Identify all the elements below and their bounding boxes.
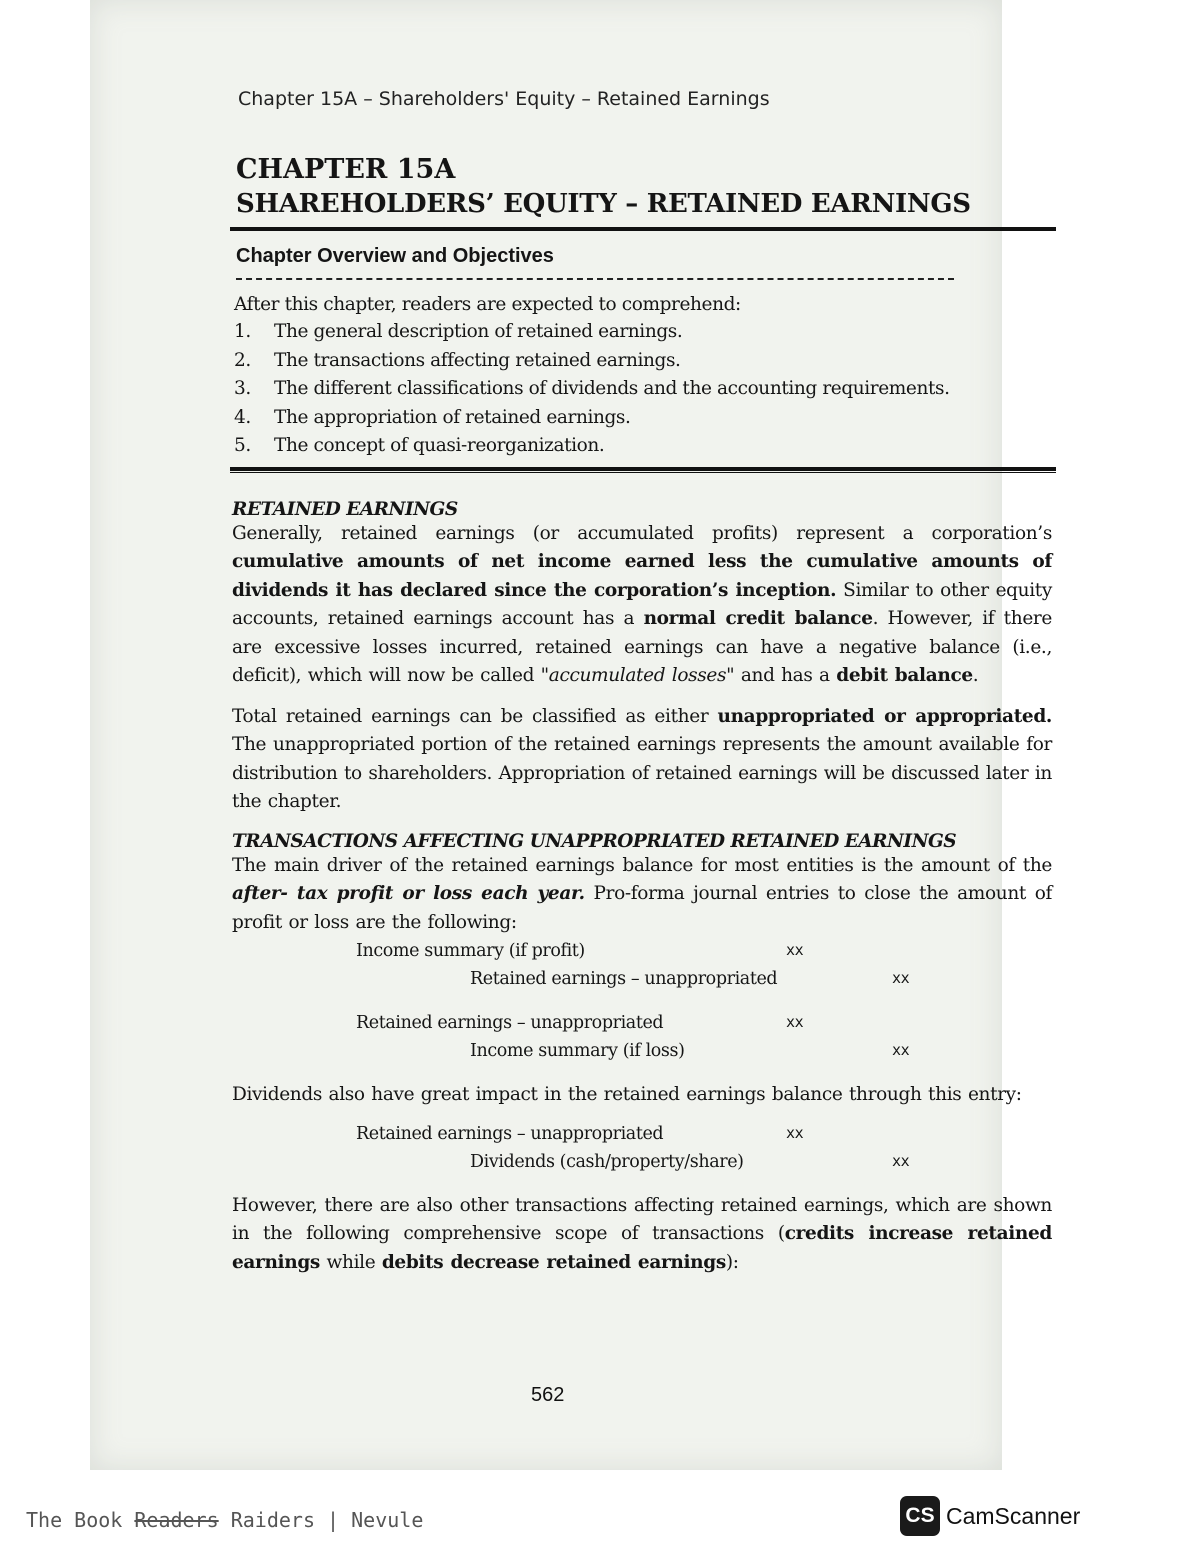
list-item: 4. The appropriation of retained earnings.: [234, 406, 631, 428]
camscanner-logo-icon: CS: [900, 1496, 940, 1536]
paragraph-classification: Total retained earnings can be classified as either unappropriated or appropriated. The unappropriated portion of the retained earnings represents the amount available for distribution to shareholders. Appropriation of retained earnings will be discussed later in the chapter.: [232, 705, 1052, 812]
running-header: Chapter 15A – Shareholders' Equity – Retained Earnings: [238, 88, 770, 110]
overview-bottom-rule: [230, 467, 1056, 473]
section-heading-transactions: TRANSACTIONS AFFECTING UNAPPROPRIATED RETAINED EARNINGS: [232, 830, 957, 852]
list-item: 5. The concept of quasi-reorganization.: [234, 435, 605, 456]
journal-line: Retained earnings – unappropriated xx: [356, 1123, 804, 1144]
scanned-page: [90, 0, 1053, 1470]
journal-line: Income summary (if profit) xx: [356, 941, 804, 961]
overview-intro: After this chapter, readers are expected to comprehend:: [234, 294, 741, 315]
camscanner-watermark: [900, 1496, 1080, 1536]
paragraph-retained-earnings-definition: Generally, retained earnings (or accumulated profits) represent a corporation’s cumulative amounts of net income earned less the cumulative amounts of dividends it has declared since the corporation’s inception. Similar to other equity accounts, retained earnings account has a normal credit balance. However, if there are excessive losses incurred, retained earnings can have a negative balance (i.e., deficit), which will now be called "accumulated losses" and has a debit balance.: [232, 522, 1053, 686]
page-content: [230, 88, 1052, 1277]
title-rule: [230, 227, 1056, 231]
overview-heading: Chapter Overview and Objectives: [236, 245, 554, 267]
list-item: 3. The different classifications of dividends and the accounting requirements.: [234, 378, 950, 399]
paragraph-other-transactions: However, there are also other transactions affecting retained earnings, which are shown in the following comprehensive scope of transactions (credits increase retained earnings while debits decrease retained earnings):: [232, 1194, 1052, 1273]
journal-line: Dividends (cash/property/share) xx: [470, 1151, 910, 1172]
section-heading-retained-earnings: RETAINED EARNINGS: [232, 498, 458, 520]
journal-entry-dividends: [230, 1124, 1052, 1180]
journal-line: Income summary (if loss) xx: [470, 1041, 910, 1061]
dashed-divider: [236, 278, 954, 280]
paragraph-dividends: Dividends also have great impact in the retained earnings balance through this entry:: [232, 1084, 1022, 1105]
page-number: 562: [531, 1384, 565, 1406]
chapter-number: CHAPTER 15A: [236, 154, 456, 185]
list-item: 1. The general description of retained earnings.: [234, 321, 683, 342]
list-item: 2. The transactions affecting retained earnings.: [234, 349, 681, 371]
footer-credit: The Book Readers Raiders | Nevule: [26, 1508, 424, 1532]
objectives-list: [234, 318, 1052, 461]
chapter-title: SHAREHOLDERS’ EQUITY – RETAINED EARNINGS: [236, 189, 971, 219]
journal-line: Retained earnings – unappropriated xx: [356, 1013, 804, 1033]
paragraph-main-driver: The main driver of the retained earnings balance for most entities is the amount of the after- tax profit or loss each year. Pro-forma journal entries to close the amount of profit or loss are the following:: [232, 854, 1052, 933]
journal-entries-profit-loss: [230, 941, 1052, 1069]
camscanner-name: CamScanner: [946, 1502, 1081, 1529]
journal-line: Retained earnings – unappropriated xx: [470, 969, 910, 989]
